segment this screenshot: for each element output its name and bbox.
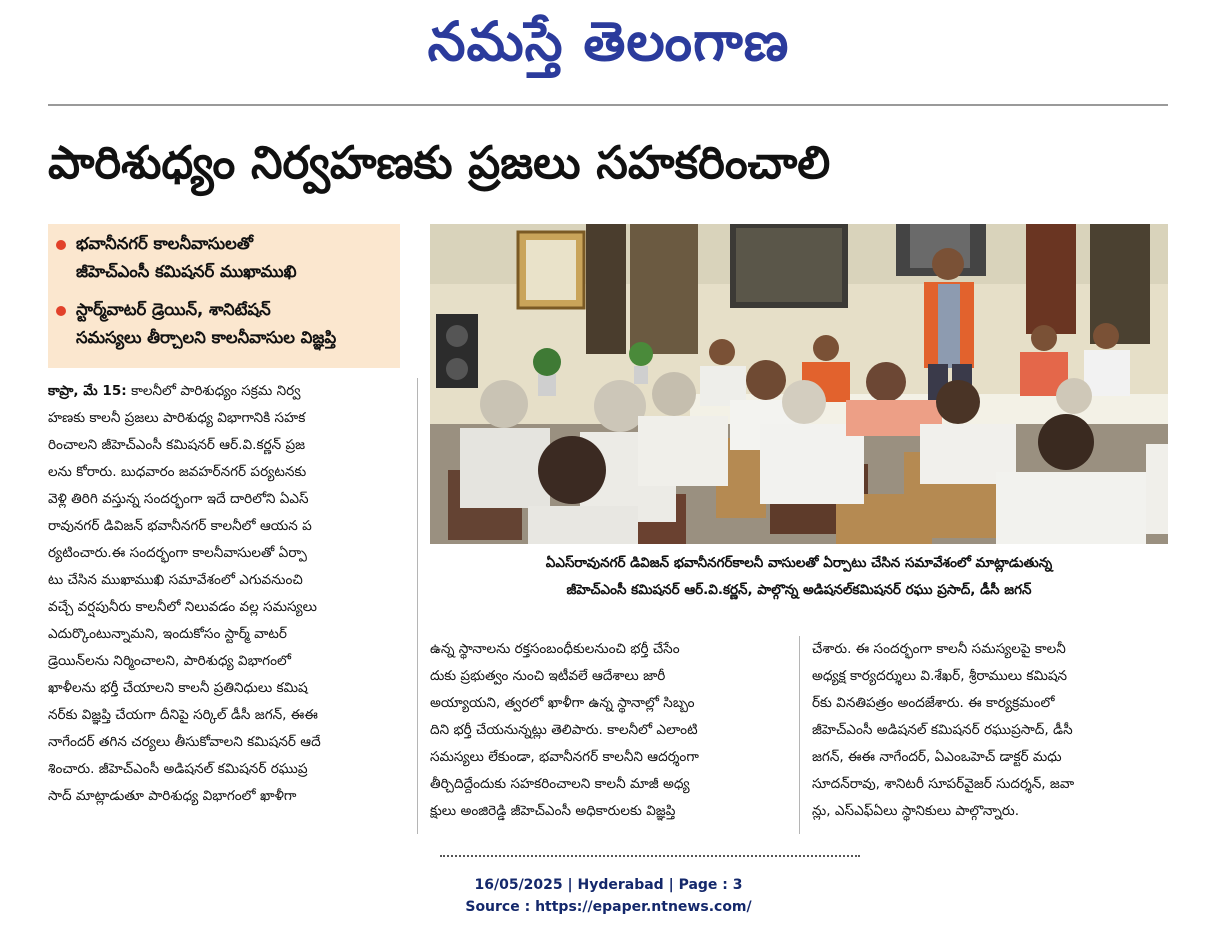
highlight-line: భవానీనగర్ కాలనీవాసులతో bbox=[76, 234, 253, 253]
body-line: సూదన్‌రావు, శానిటరీ సూపర్‌వైజర్ సుదర్శన్, జవా bbox=[812, 776, 1075, 792]
body-line: క్షులు అంజిరెడ్డి జీహెచ్ఎంసీ అధికారులకు విజ్ఞప్తి bbox=[430, 803, 676, 819]
body-line: ఉన్న స్థానాలను రక్తసంబంధీకులనుంచి భర్తీ చేసేం bbox=[430, 641, 680, 657]
body-line: కాప్రా, మే 15: కాలనీలో పారిశుధ్యం సక్రమ నిర్వ bbox=[48, 383, 301, 399]
body-line: అయ్యాయని, త్వరలో ఖాళీగా ఉన్న స్థానాల్లో సిబ్బం bbox=[430, 695, 695, 711]
body-line: లను కోరారు. బుధవారం జవహర్‌నగర్ పర్యటనకు bbox=[48, 464, 307, 480]
body-line: చేశారు. ఈ సందర్భంగా కాలనీ సమస్యలపై కాలనీ bbox=[812, 641, 1066, 657]
body-line: ఖాళీలను భర్తీ చేయాలని కాలనీ ప్రతినిధులు కమిష bbox=[48, 680, 308, 696]
body-line: వచ్చే వర్షపునీరు కాలనీలో నిలువడం వల్ల సమస్యలు bbox=[48, 599, 317, 615]
clipped-text-edge bbox=[440, 850, 860, 862]
footer-date-line: 16/05/2025 | Hyderabad | Page : 3 bbox=[474, 877, 743, 893]
meeting-photo-illustration bbox=[430, 224, 1168, 544]
body-line: దిని భర్తీ చేయనున్నట్లు తెలిపారు. కాలనీలో ఎలాంటి bbox=[430, 722, 698, 738]
body-line: వెళ్లి తిరిగి వస్తున్న సందర్భంగా ఇదే దారిలోని ఏఎస్ bbox=[48, 491, 309, 507]
body-line: జీహెచ్ఎంసీ అడిషనల్ కమిషనర్ రఘుప్రసాద్, డీసీ bbox=[812, 722, 1073, 738]
masthead-rule bbox=[48, 104, 1168, 106]
photo-caption bbox=[430, 550, 1168, 604]
highlight-item bbox=[56, 230, 392, 286]
body-line: హణకు కాలనీ ప్రజలు పారిశుధ్య విభాగానికి సహక bbox=[48, 410, 306, 426]
dateline: కాప్రా, మే 15: bbox=[48, 383, 127, 399]
highlight-line: స్టార్మ్‌వాటర్ డ్రెయిన్, శానిటేషన్ bbox=[76, 300, 271, 319]
article-headline: పారిశుధ్యం నిర్వహణకు ప్రజలు సహకరించాలి bbox=[48, 136, 831, 189]
article-column-2 bbox=[430, 636, 786, 825]
masthead-title: నమస్తే తెలంగాణ bbox=[427, 10, 790, 73]
column-divider bbox=[417, 378, 418, 834]
body-line: డ్రెయిన్‌లను నిర్మించాలని, పారిశుధ్య విభాగంలో bbox=[48, 653, 291, 669]
body-line: ఎదుర్కొంటున్నామని, ఇందుకోసం స్టార్మ్ వాటర్ bbox=[48, 626, 287, 642]
highlight-line: జీహెచ్ఎంసీ కమిషనర్ ముఖాముఖి bbox=[76, 262, 297, 281]
body-line: రించాలని జీహెచ్ఎంసీ కమిషనర్ ఆర్.వి.కర్ణన్ ప్రజ bbox=[48, 437, 306, 453]
body-line: ర్యటించారు.ఈ సందర్భంగా కాలనీవాసులతో ఏర్పా bbox=[48, 545, 307, 561]
bullet-dot-icon bbox=[56, 306, 66, 316]
body-line: టు చేసిన ముఖాముఖి సమావేశంలో ఎగువనుంచి bbox=[48, 572, 303, 588]
footer-source-line: Source : https://epaper.ntnews.com/ bbox=[465, 899, 752, 915]
page-footer bbox=[0, 874, 1217, 918]
body-line: శించారు. జీహెచ్ఎంసీ అడిషనల్ కమిషనర్ రఘుప్ర bbox=[48, 761, 308, 777]
body-line: జగన్, ఈఈ నాగేందర్, ఏఎంఒహెచ్ డాక్టర్ మధు bbox=[812, 749, 1062, 765]
column-divider bbox=[799, 636, 800, 834]
body-line: నర్‌కు విజ్ఞప్తి చేయగా దీనిపై సర్కిల్ డీసీ జగన్, ఈఈ bbox=[48, 707, 318, 723]
highlight-line: సమస్యలు తీర్చాలని కాలనీవాసుల విజ్ఞప్తి bbox=[76, 328, 337, 347]
body-line: దుకు ప్రభుత్వం నుంచి ఇటీవలే ఆదేశాలు జారీ bbox=[430, 668, 666, 684]
caption-line: ఏఎస్‌రావునగర్ డివిజన్ భవానీనగర్‌కాలనీ వాసులతో ఏర్పాటు చేసిన సమావేశంలో మాట్లాడుతున్న bbox=[545, 555, 1053, 571]
highlight-item bbox=[56, 296, 392, 352]
article-column-1 bbox=[48, 378, 404, 810]
body-line: తీర్చిదిద్దేందుకు సహకరించాలని కాలనీ మాజీ అధ్య bbox=[430, 776, 690, 792]
body-line: న్లు, ఎస్ఎఫ్ఏలు స్థానికులు పాల్గొన్నారు. bbox=[812, 803, 1020, 819]
bullet-dot-icon bbox=[56, 240, 66, 250]
caption-line: జీహెచ్ఎంసీ కమిషనర్ ఆర్.వి.కర్ణన్, పాల్గొన్న అడిషనల్‌కమిషనర్ రఘు ప్రసాద్, డీసీ జగన్ bbox=[566, 582, 1032, 598]
article-column-3 bbox=[812, 636, 1168, 825]
body-line: సమస్యలు లేకుండా, భవానీనగర్ కాలనీని ఆదర్శంగా bbox=[430, 749, 699, 765]
body-line: ర్‌కు వినతిపత్రం అందజేశారు. ఈ కార్యక్రమంలో bbox=[812, 695, 1055, 711]
body-line: సాద్ మాట్లాడుతూ పారిశుధ్య విభాగంలో ఖాళీగా bbox=[48, 788, 297, 804]
body-line: అధ్యక్ష కార్యదర్శులు వి.శేఖర్, శ్రీరాములు కమిషన bbox=[812, 668, 1068, 684]
news-photo bbox=[430, 224, 1168, 544]
highlights-box bbox=[48, 224, 400, 368]
body-line: రావునగర్ డివిజన్ భవానీనగర్ కాలనీలో ఆయన ప bbox=[48, 518, 312, 534]
body-line: నాగేందర్ తగిన చర్యలు తీసుకోవాలని కమిషనర్ ఆదే bbox=[48, 734, 321, 750]
